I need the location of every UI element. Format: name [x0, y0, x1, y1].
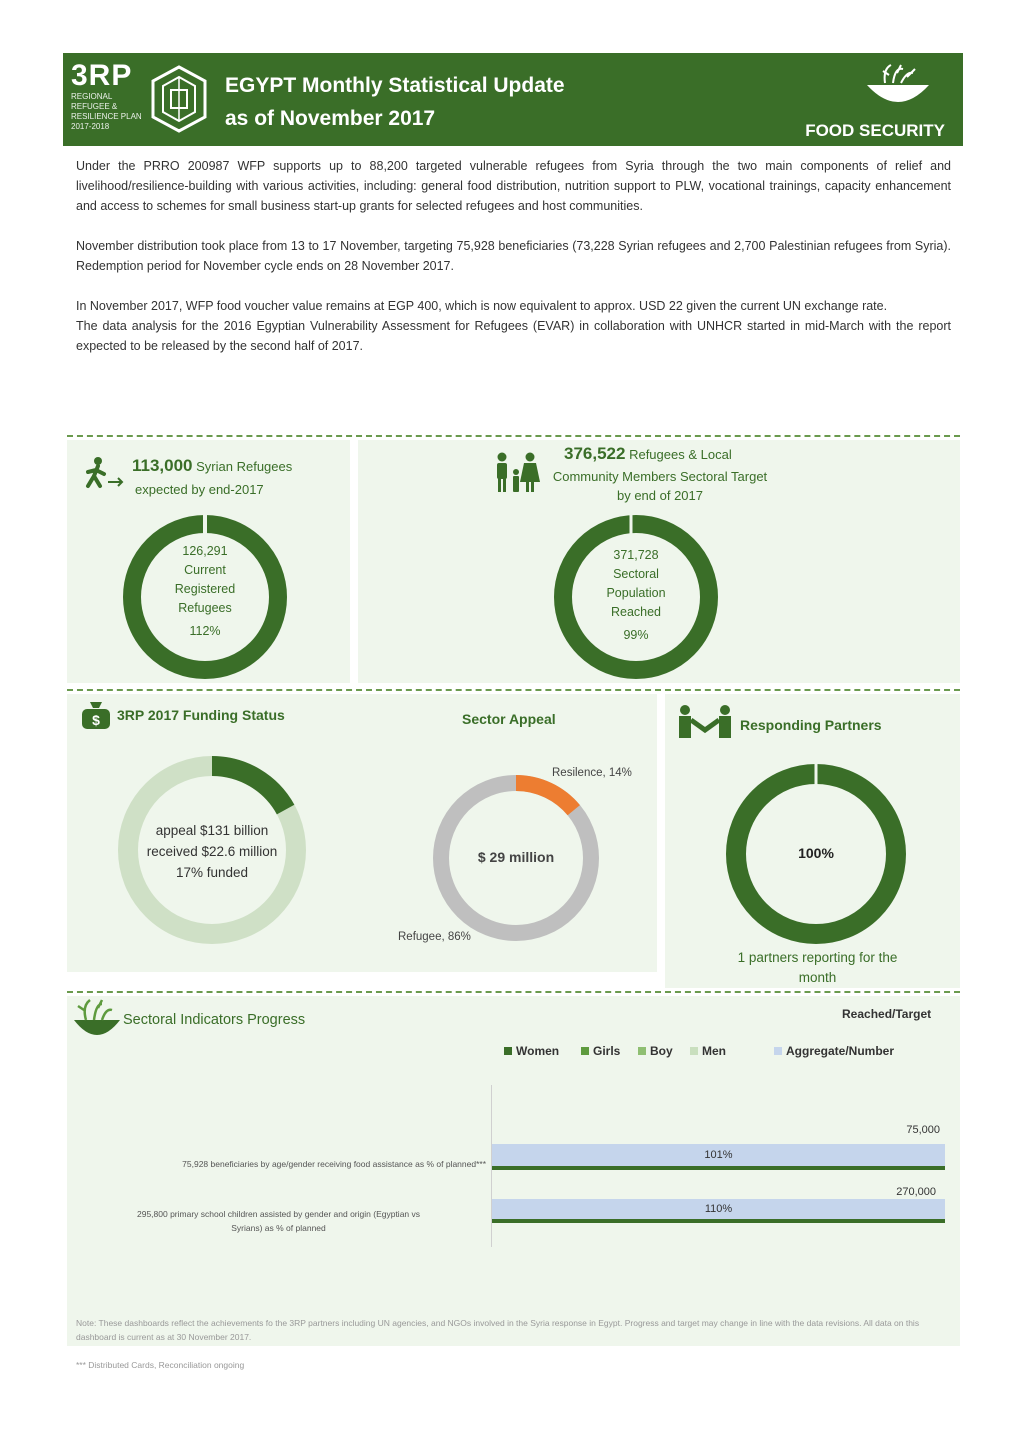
sector-appeal-resilience-slice — [516, 783, 574, 810]
partners-center: 100% — [798, 845, 834, 861]
sector-appeal-title: Sector Appeal — [462, 711, 556, 727]
legend-men-label: Men — [702, 1044, 726, 1058]
indicator-row-2-target: 270,000 — [896, 1186, 936, 1198]
funding-title: 3RP 2017 Funding Status — [117, 707, 285, 723]
community-inner-line2: Population — [606, 586, 666, 600]
refugees-percent: 112% — [189, 624, 221, 638]
indicators-title: Sectoral Indicators Progress — [123, 1012, 306, 1028]
divider — [67, 689, 960, 691]
resilience-label: Resilence, 14% — [552, 767, 632, 779]
indicator-row-1-progress-bar — [492, 1166, 945, 1170]
legend-girls-label: Girls — [593, 1044, 621, 1058]
refugees-inner-line1: Current — [184, 563, 226, 577]
community-value: 371,728 — [613, 548, 659, 562]
refugees-value: 126,291 — [182, 544, 228, 558]
refugees-number: 113,000 — [132, 456, 193, 475]
intro-paragraph-1: Under the PRRO 200987 WFP supports up to 88,200 targeted vulnerable refugees from Syria through the two main components of relief and livelihood/resilience-building with various activities, including: general food distribution, nutrition support to PLW, vocational trainings, capacity enhancement and access to schemes for small business start-up grants for selected refugees and host communities. — [76, 159, 951, 213]
legend-swatch-women — [504, 1047, 512, 1055]
community-inner-line3: Reached — [610, 605, 662, 619]
indicator-row-2-progress-bar — [492, 1219, 945, 1223]
intro-text — [76, 156, 951, 376]
legend-swatch-girls — [581, 1047, 589, 1055]
refugees-inner-line3: Refugees — [178, 601, 232, 615]
reached-target-label: Reached/Target — [842, 1007, 932, 1021]
funding-percent: 17% funded — [175, 865, 249, 880]
money-bag-icon — [80, 700, 112, 730]
community-label: Refugees & Local — [629, 447, 732, 462]
community-line2: Community Members Sectoral Target — [552, 469, 768, 484]
sector-label: FOOD SECURITY — [805, 121, 945, 140]
community-line3: by end of 2017 — [616, 488, 704, 503]
indicator-row-2-percent: 110% — [704, 1203, 733, 1215]
legend-women — [504, 1044, 559, 1058]
partners-caption-line1: 1 partners reporting for the — [737, 950, 898, 965]
divider — [67, 991, 960, 993]
sector-appeal-center: $ 29 million — [477, 849, 555, 865]
legend-swatch-boy — [638, 1047, 646, 1055]
legend-women-label: Women — [516, 1044, 560, 1058]
legend-men — [690, 1044, 726, 1058]
indicator-row-2-label-line2: Syrians) as % of planned — [231, 1223, 326, 1233]
community-inner-line1: Sectoral — [613, 567, 659, 581]
header-title-line2: as of November 2017 — [225, 107, 436, 130]
refugees-label: Syrian Refugees — [196, 459, 293, 474]
refugees-header — [132, 456, 342, 476]
indicator-row-2-label-line1: 295,800 primary school children assisted by gender and origin (Egyptian vs — [136, 1209, 421, 1219]
legend-aggregate — [774, 1044, 894, 1058]
indicator-row-2-label — [76, 1207, 481, 1235]
header-title-line1: EGYPT Monthly Statistical Update — [225, 74, 565, 97]
funding-donut-funded — [212, 766, 286, 810]
indicator-row-1-target: 75,000 — [906, 1124, 940, 1136]
footnote: *** Distributed Cards, Reconciliation ongoing — [76, 1360, 245, 1370]
funding-received: received $22.6 million — [146, 844, 278, 859]
indicator-row-1-label: 75,928 beneficiaries by age/gender receiving food assistance as % of planned*** — [182, 1159, 486, 1169]
header-banner — [63, 53, 963, 146]
funding-appeal: appeal $131 billion — [155, 823, 269, 838]
handshake-icon — [677, 704, 733, 740]
3rp-emblem-icon — [149, 63, 209, 135]
food-bowl-icon — [863, 61, 933, 111]
community-percent: 99% — [623, 628, 649, 642]
indicator-row-1-percent: 101% — [704, 1149, 733, 1161]
svg-text:$: $ — [92, 712, 100, 728]
legend-boy-label: Boy — [650, 1044, 673, 1058]
refugees-donut-label — [145, 542, 265, 641]
intro-paragraph-4: The data analysis for the 2016 Egyptian Vulnerability Assessment for Refugees (EVAR) in collaboration with UNHCR started in mid-March with the report expected to be released by the second half of 2017. — [76, 319, 951, 353]
intro-paragraph-3: In November 2017, WFP food voucher value remains at EGP 400, which is now equivalent to approx. USD 22 given the current UN exchange rate. — [76, 299, 888, 313]
refugees-sub: expected by end-2017 — [135, 482, 264, 497]
community-number: 376,522 — [564, 444, 626, 463]
refugee-label: Refugee, 86% — [398, 931, 471, 943]
legend-boy — [638, 1044, 673, 1058]
legend-girls — [581, 1044, 620, 1058]
partners-title: Responding Partners — [740, 717, 882, 733]
legend-swatch-aggregate — [774, 1047, 782, 1055]
partners-caption — [690, 948, 945, 988]
refugees-inner-line2: Registered — [174, 582, 236, 596]
funding-donut-label — [112, 820, 312, 883]
legend-swatch-men — [690, 1047, 698, 1055]
legend-aggregate-label: Aggregate/Number — [786, 1044, 895, 1058]
community-header — [564, 444, 732, 464]
food-bowl-icon — [72, 998, 122, 1042]
partners-caption-line2: month — [798, 970, 837, 985]
divider — [67, 435, 960, 437]
logo-3rp: 3RP — [71, 59, 133, 92]
logo-subtitle: REGIONAL REFUGEE & RESILIENCE PLAN 2017-2018 — [71, 92, 142, 131]
community-donut-label — [576, 546, 696, 645]
dashboard-note: Note: These dashboards reflect the achievements fo the 3RP partners including UN agencies, and NGOs involved in the Syria response in Egypt. Progress and target may change in line with the data revisions. All data on this dashboard is current as at 30 November 2017. — [76, 1318, 920, 1342]
header-title — [225, 69, 565, 135]
refugee-walking-icon — [82, 456, 128, 490]
intro-paragraph-2: November distribution took place from 13 to 17 November, targeting 75,928 beneficiaries (73,228 Syrian refugees and 2,700 Palestinian refugees from Syria). Redemption period for November cycle ends on 28 November 2017. — [76, 239, 951, 273]
